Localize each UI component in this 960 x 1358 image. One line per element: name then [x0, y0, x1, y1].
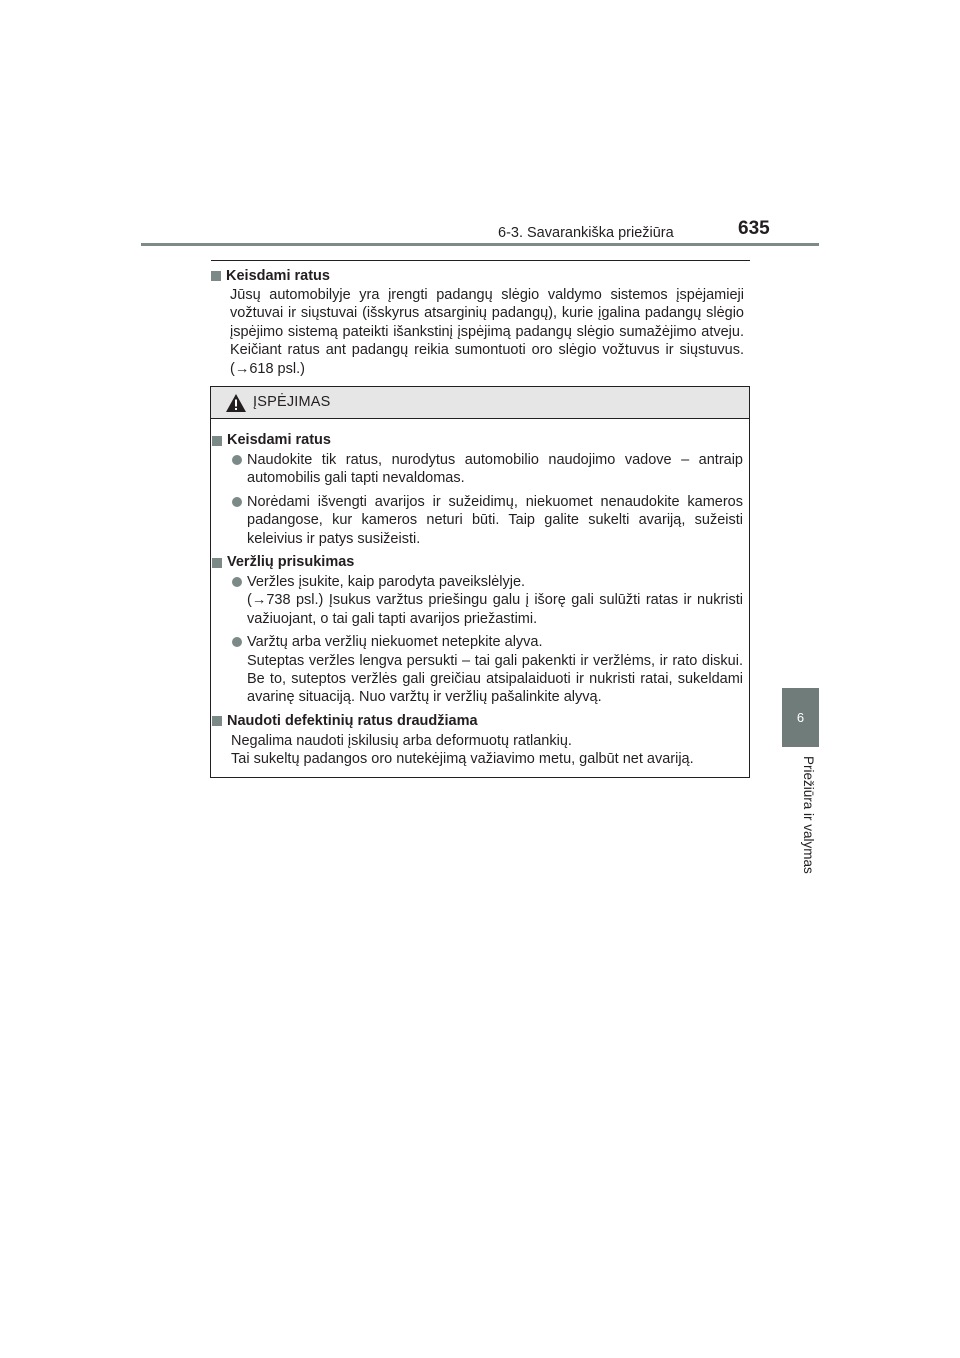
warning-section-heading-text: Veržlių prisukimas — [227, 554, 355, 571]
text-line: Negalima naudoti įskilusių arba deformuotų ratlankių. — [231, 732, 572, 749]
square-bullet-icon — [212, 436, 222, 446]
warning-section-heading-text: Keisdami ratus — [227, 432, 331, 448]
warning-content — [211, 419, 749, 769]
list-item-text — [247, 633, 743, 707]
square-bullet-icon — [212, 558, 222, 568]
list-item-line: Veržles įsukite, kaip parodyta paveikslėlyje. — [247, 574, 526, 591]
warning-section-heading — [212, 712, 743, 731]
warning-box — [210, 386, 750, 778]
list-item-text — [247, 573, 743, 628]
warning-title: ĮSPĖJIMAS — [253, 394, 331, 410]
content-top-rule — [211, 260, 750, 261]
intro-text: Jūsų automobilyje yra įrengti padangų slėgio valdymo sistemos įspėjamieji vožtuvai ir siųstuvai (išskyrus atsarginių padangų), kurie įgalina padangų slėgio įspėjimo sistemą pateikti išankstinį įspėjimą padangų slėgio sumažėjimo atveju. Keičiant ratus ant padangų reikia sumontuoti oro slėgio vožtuvus ir siųstuvus. (→618 psl.) — [230, 287, 744, 377]
warning-section-heading — [212, 553, 743, 572]
chapter-side-title: Priežiūra ir valymas — [801, 756, 816, 874]
warning-section-heading-text: Naudoti defektinių ratus draudžiama — [227, 712, 478, 729]
list-item — [212, 451, 743, 488]
warning-header — [211, 387, 749, 419]
warning-section-text — [212, 732, 743, 769]
section-title: 6-3. Savarankiška priežiūra — [498, 225, 674, 241]
list-item — [212, 573, 743, 628]
list-item-line: Varžtų arba veržlių niekuomet netepkite alyva. — [247, 634, 543, 651]
list-item-line: Suteptas veržles lengva persukti – tai gali pakenkti ir veržlėms, ir rato diskui. Be to, suteptos veržlės gali greičiau atsipalaiduoti ir nukristi ratai, sukeldami avarinę situaciją. Nuo varžtų ir veržlių pašalinkite alyvą. — [247, 652, 743, 706]
list-item-text: Naudokite tik ratus, nurodytus automobilio naudojimo vadove – antraip automobilis gali tapti nevaldomas. — [247, 452, 743, 487]
intro-heading-text: Keisdami ratus — [226, 268, 330, 284]
warning-triangle-icon — [225, 393, 247, 413]
round-bullet-icon — [232, 455, 242, 465]
warning-section-heading — [212, 431, 743, 450]
square-bullet-icon — [212, 716, 222, 726]
page-number: 635 — [738, 218, 770, 239]
chapter-tab — [782, 688, 819, 747]
round-bullet-icon — [232, 577, 242, 587]
warning-section-wheels — [212, 431, 743, 548]
round-bullet-icon — [232, 637, 242, 647]
list-item-text: Norėdami išvengti avarijos ir sužeidimų, niekuomet nenaudokite kameros padangose, kur kameros neturi būti. Taip galite sukelti avariją, sužeisti keleivius ir patys susižeisti. — [247, 493, 743, 547]
warning-section-nuts — [212, 553, 743, 707]
square-bullet-icon — [211, 271, 221, 281]
warning-section-defective — [212, 712, 743, 769]
list-item — [212, 493, 743, 548]
list-item-line: (→738 psl.) Įsukus varžtus priešingu galu į išorę gali sulūžti ratas ir nukristi važiuojant, o tai gali tapti avarijos priežastimi. — [247, 592, 743, 627]
text-line: Tai sukeltų padangos oro nutekėjimą važiavimo metu, galbūt net avariją. — [231, 751, 694, 768]
intro-section — [211, 267, 744, 378]
round-bullet-icon — [232, 497, 242, 507]
header-divider — [141, 243, 819, 246]
chapter-number: 6 — [796, 710, 805, 725]
list-item — [212, 633, 743, 707]
intro-heading — [211, 267, 744, 285]
